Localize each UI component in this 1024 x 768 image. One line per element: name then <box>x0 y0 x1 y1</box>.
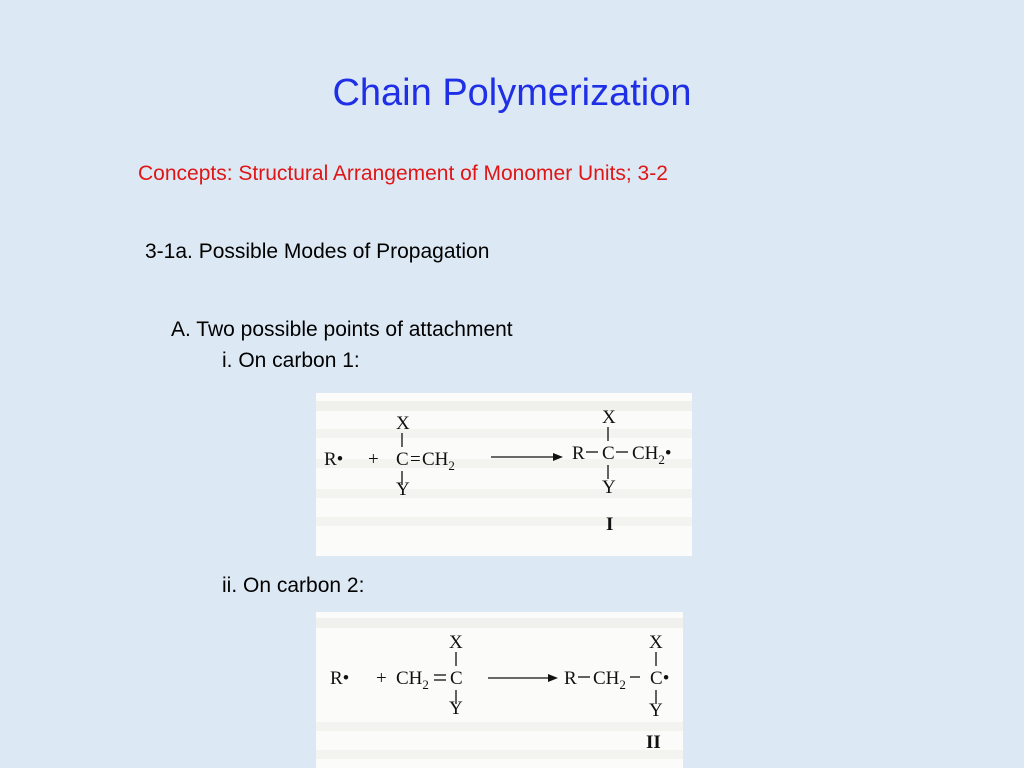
point-i: i. On carbon 1: <box>222 349 360 372</box>
product-substituent-x: X <box>602 407 616 428</box>
product-carbon: C <box>602 443 615 464</box>
point-ii: ii. On carbon 2: <box>222 574 365 597</box>
product-substituent-x: X <box>649 632 663 653</box>
substituent-x: X <box>396 413 410 434</box>
product-substituent-y: Y <box>649 700 663 721</box>
plus-sign: + <box>376 668 387 689</box>
reactant-radical: R• <box>324 449 344 470</box>
substituent-y: Y <box>396 479 410 500</box>
monomer-carbon: C <box>450 668 463 689</box>
slide-title: Chain Polymerization <box>332 72 692 114</box>
reaction-2-image <box>316 612 683 768</box>
product-substituent-y: Y <box>602 477 616 498</box>
product-ch2: $CH_2$ <box>593 668 626 692</box>
monomer-ch2: $CH_2$ <box>396 668 429 692</box>
point-a: A. Two possible points of attachment <box>171 318 513 341</box>
product-label: I <box>606 514 614 535</box>
concepts-subtitle: Concepts: Structural Arrangement of Monomer Units; 3-2 <box>138 162 668 185</box>
product-r: R <box>572 443 585 464</box>
reactant-radical: R• <box>330 668 350 689</box>
product-carbon-radical: C• <box>650 668 670 689</box>
plus-sign: + <box>368 449 379 470</box>
product-label: II <box>646 732 661 753</box>
monomer-ch2: $CH_2$ <box>422 449 455 473</box>
double-bond: = <box>410 449 421 470</box>
substituent-x: X <box>449 632 463 653</box>
reaction-1-image <box>316 393 692 556</box>
monomer-carbon: C <box>396 449 409 470</box>
ghost-text-background <box>316 618 683 759</box>
product-r: R <box>564 668 577 689</box>
product-ch2-radical: $CH_2•$ <box>632 443 672 467</box>
substituent-y: Y <box>449 698 463 719</box>
section-heading: 3-1a. Possible Modes of Propagation <box>145 240 490 263</box>
